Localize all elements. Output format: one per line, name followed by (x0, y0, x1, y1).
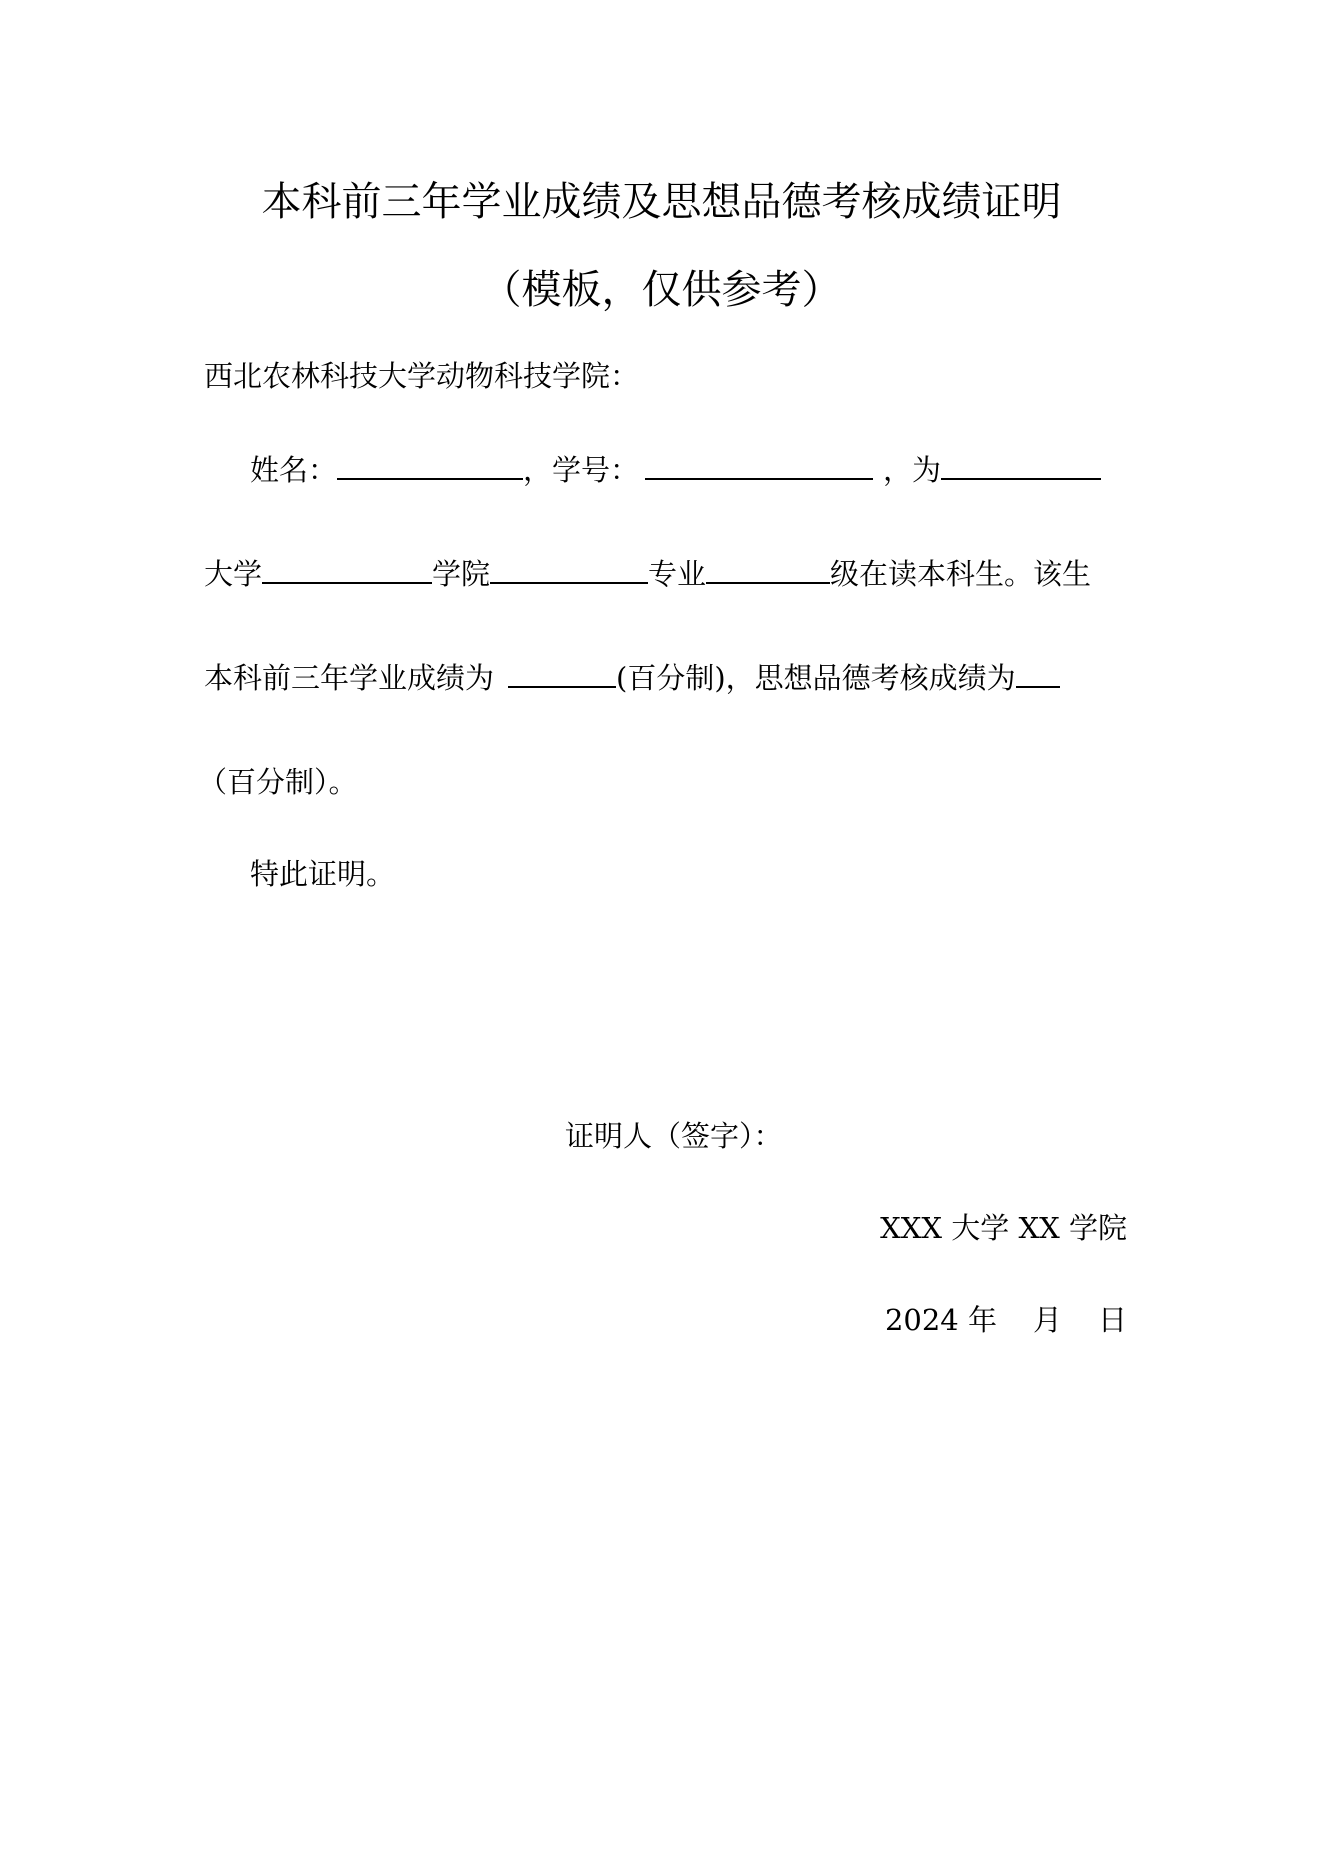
issue-date (885, 1302, 1127, 1338)
date-day: 日 (1097, 1303, 1127, 1337)
body-line-2 (204, 556, 1091, 592)
student-id-label: ，学号： (523, 453, 640, 487)
body-line-1 (250, 452, 1101, 488)
university-name-blank[interactable] (941, 452, 1101, 480)
grade-label: 级在读本科生。该生 (830, 557, 1092, 591)
is-label: ，为 (883, 453, 942, 487)
date-year: 2024 年 (884, 1303, 997, 1337)
academic-score-blank[interactable] (508, 660, 616, 688)
percent-scale-label-1: (百分制)，思想品德考核成绩为 (616, 661, 1016, 695)
signer-label: 证明人（签字）： (565, 1119, 783, 1153)
college-blank[interactable] (262, 556, 432, 584)
major-blank[interactable] (490, 556, 648, 584)
student-id-blank[interactable] (645, 452, 873, 480)
issuing-organization: XXX 大学 XX 学院 (880, 1211, 1127, 1245)
college-label: 学院 (432, 557, 491, 591)
grade-blank[interactable] (706, 556, 830, 584)
body-line-3 (204, 660, 1060, 696)
salutation: 西北农林科技大学动物科技学院： (204, 359, 640, 393)
document-title: 本科前三年学业成绩及思想品德考核成绩证明 (261, 179, 1062, 225)
major-label: 专业 (648, 557, 707, 591)
academic-score-label: 本科前三年学业成绩为 (204, 661, 495, 695)
closing-text: 特此证明。 (250, 857, 396, 891)
university-label: 大学 (204, 557, 263, 591)
name-label: 姓名： (250, 453, 338, 487)
date-month: 月 (1032, 1303, 1062, 1337)
document-subtitle: （模板，仅供参考） (481, 267, 842, 313)
body-line-4: （百分制）。 (198, 765, 358, 799)
moral-score-blank[interactable] (1016, 660, 1060, 688)
name-blank[interactable] (337, 452, 523, 480)
